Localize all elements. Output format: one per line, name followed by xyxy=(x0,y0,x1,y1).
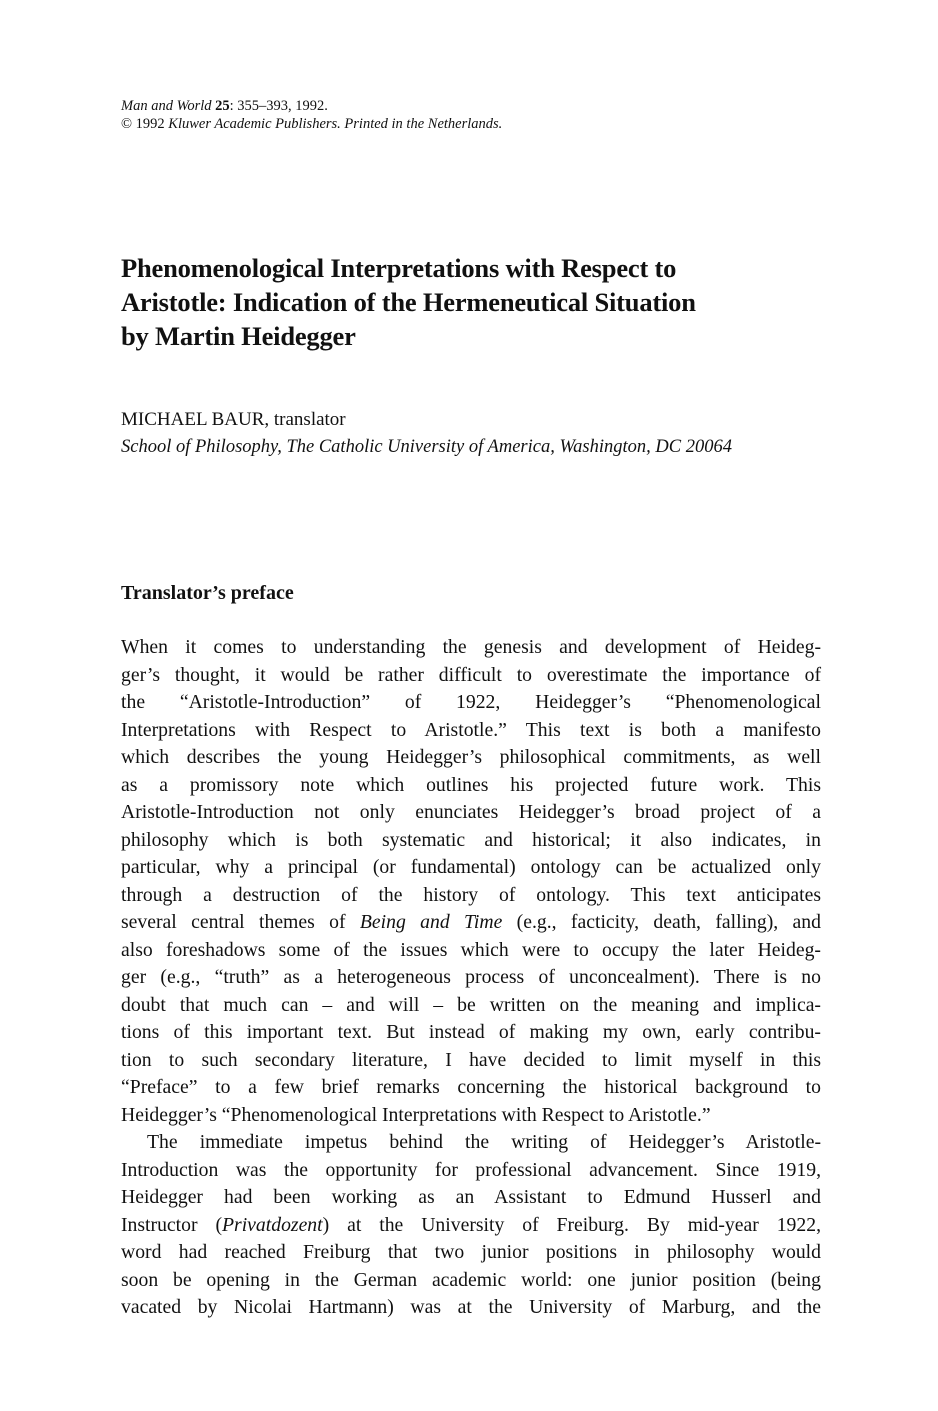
title-line: by Martin Heidegger xyxy=(121,321,356,351)
text-line: soon be opening in the German academic world: one junior position (being xyxy=(121,1268,821,1291)
translator-affiliation: School of Philosophy, The Catholic University of America, Washington, DC 20064 xyxy=(121,437,732,457)
text-line: word had reached Freiburg that two junior positions in philosophy would xyxy=(121,1241,821,1263)
title-line: Phenomenological Interpretations with Respect to xyxy=(121,253,677,283)
text-line: tion to such secondary literature, I have decided to limit myself in this xyxy=(121,1048,821,1071)
text-line: Interpretations with Respect to Aristotle.” This text is both a manifesto xyxy=(121,718,821,741)
article-title xyxy=(121,251,841,353)
text-line xyxy=(121,909,821,937)
journal-name: Man and World xyxy=(121,98,212,114)
section-heading: Translator’s preface xyxy=(121,582,294,604)
text-line: Aristotle-Introduction not only enunciates Heidegger’s broad project of a xyxy=(121,801,821,823)
citation-line xyxy=(121,97,502,115)
article-body xyxy=(121,634,821,1322)
text-line: the “Aristotle-Introduction” of 1922, Heidegger’s “Phenomenological xyxy=(121,691,821,713)
text-line: “Preface” to a few brief remarks concerning the historical background to xyxy=(121,1076,821,1098)
copyright-line xyxy=(121,115,502,133)
text-line: doubt that much can – and will – be written on the meaning and implica- xyxy=(121,993,821,1016)
title-line: Aristotle: Indication of the Hermeneutical Situation xyxy=(121,287,696,317)
term-italic: Privatdozent xyxy=(222,1213,323,1236)
text-line: When it comes to understanding the genesis and development of Heideg- xyxy=(121,636,821,658)
text-line: also foreshadows some of the issues which were to occupy the later Heideg- xyxy=(121,938,821,961)
text-run: (e.g., facticity, death, falling), and xyxy=(502,911,821,933)
book-title-italic: Being and Time xyxy=(359,911,503,933)
translator-name: MICHAEL BAUR, translator xyxy=(121,409,346,430)
text-run: ) at the University of Freiburg. By mid-year 1922, xyxy=(322,1213,821,1236)
text-line: philosophy which is both systematic and historical; it also indicates, in xyxy=(121,828,821,851)
text-line: ger’s thought, it would be rather difficult to overestimate the importance of xyxy=(121,663,821,686)
volume-number: 25 xyxy=(215,98,230,114)
text-run: Instructor ( xyxy=(121,1213,223,1236)
running-head xyxy=(121,97,502,133)
text-run: several central themes of xyxy=(121,911,360,933)
text-line: Heidegger’s “Phenomenological Interpretations with Respect to Aristotle.” xyxy=(121,1103,711,1126)
text-line: which describes the young Heidegger’s philosophical commitments, as well xyxy=(121,746,821,768)
text-line: Introduction was the opportunity for professional advancement. Since 1919, xyxy=(121,1158,821,1181)
text-line: ger (e.g., “truth” as a heterogeneous process of unconcealment). There is no xyxy=(121,966,821,988)
copyright-year: © 1992 xyxy=(121,116,169,132)
text-line: through a destruction of the history of ontology. This text anticipates xyxy=(121,883,821,906)
text-line: The immediate impetus behind the writing of Heidegger’s Aristotle- xyxy=(147,1131,821,1153)
text-line: tions of this important text. But instead of making my own, early contribu- xyxy=(121,1021,821,1043)
text-line: as a promissory note which outlines his projected future work. This xyxy=(121,773,821,796)
publisher-note: Kluwer Academic Publishers. Printed in the Netherlands. xyxy=(168,116,503,132)
text-line: vacated by Nicolai Hartmann) was at the University of Marburg, and the xyxy=(121,1296,821,1318)
text-line: Heidegger had been working as an Assistant to Edmund Husserl and xyxy=(121,1186,821,1208)
text-line: particular, why a principal (or fundamental) ontology can be actualized only xyxy=(121,856,821,878)
text-line xyxy=(121,1212,821,1240)
page-range: : 355–393, 1992. xyxy=(229,98,328,114)
